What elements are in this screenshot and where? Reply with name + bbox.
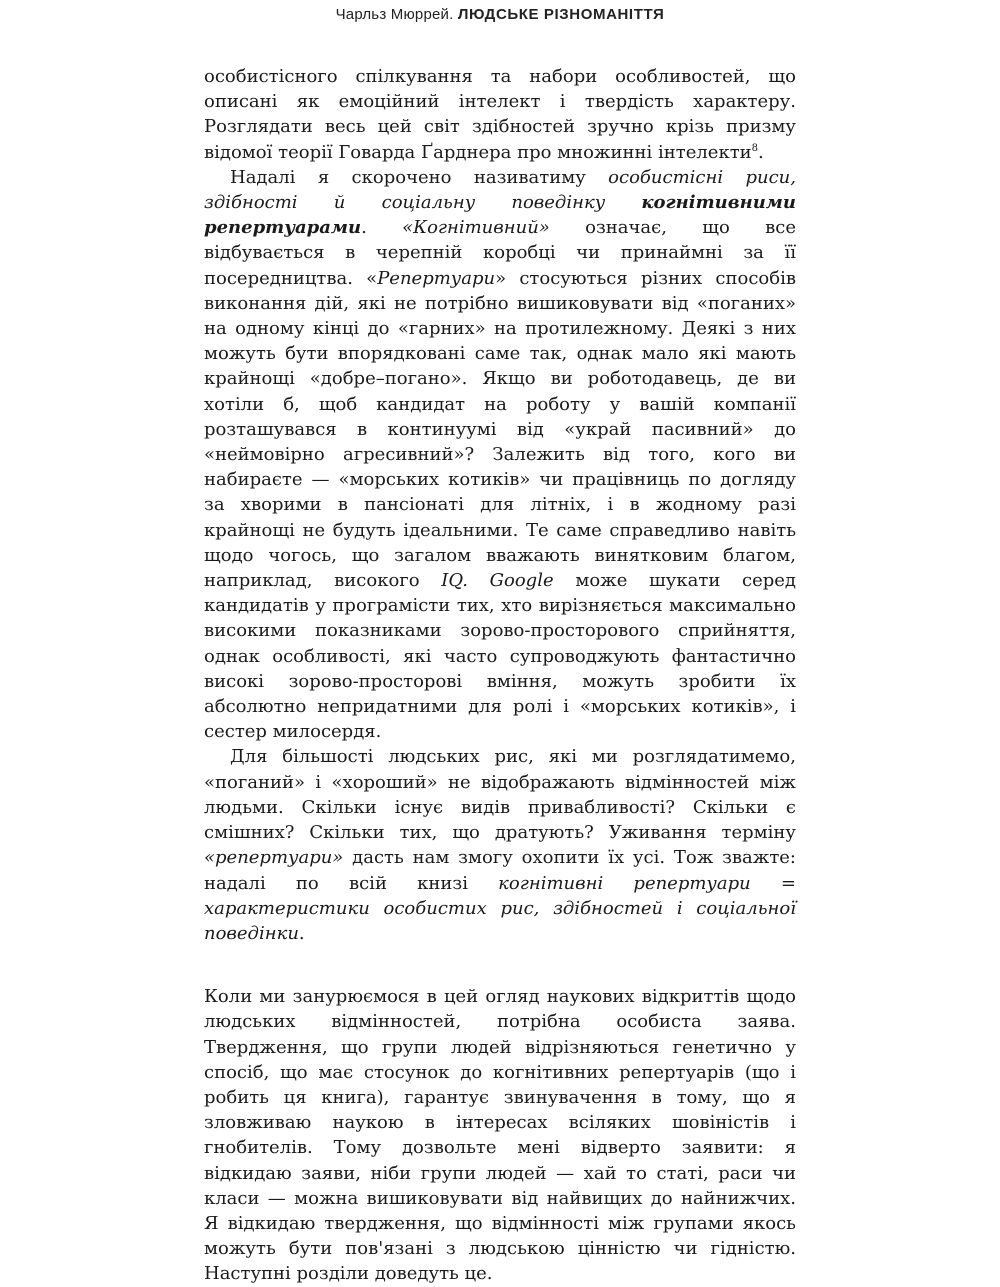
body-text: [204, 64, 796, 1287]
paragraph-2-text: може шукати серед кандидатів у програмісти тих, хто вирізняється максимально високими показниками зорово-просторового сприйняття, однак особливості, які часто супроводжують фантастично високі зорово-просторові вміння, можуть зробити їх абсолютно непридатними для ролі і «морських котиків», і сестер милосердя.: [204, 570, 796, 743]
header-title: ЛЮДСЬКЕ РІЗНОМАНІТТЯ: [457, 6, 665, 23]
paragraph-3: [204, 744, 796, 946]
running-head: [0, 6, 1000, 23]
paragraph-2-text: Надалі я скорочено називатиму: [230, 166, 609, 188]
emphasis-repertoires: Репертуари: [377, 267, 496, 289]
header-author: Чарльз Мюррей.: [335, 6, 454, 23]
paragraph-1: [204, 64, 796, 165]
term-cognitive-repertoires: когнітивними репертуарами: [204, 192, 796, 239]
paragraph-1-text: особистісного спілкування та набори особливостей, що описані як емоційний інтелект і твердість характеру. Розглядати весь цей світ здібностей зручно крізь призму відомої теорії Говарда Ґарднера про множинні інтелекти: [204, 66, 796, 163]
paragraph-2-text: означає, що все відбувається в черепній коробці чи принаймні за її посередництва. «: [204, 217, 796, 289]
emphasis-cognitive: «Когнітивний»: [402, 217, 550, 239]
paragraph-4: Коли ми занурюємося в цей огляд наукових відкриттів щодо людських відмінностей, потрібна особиста заява. Твердження, що групи людей відрізняються генетично у спосіб, що має стосунок до когнітивних репертуарів (що і робить ця книга), гарантує звинувачення в тому, що я зловживаю наукою в інтересах всіляких шовіністів і гнобителів. Тому дозвольте мені відверто заявити: я відкидаю заяви, ніби групи людей — хай то статі, раси чи класи — можна вишиковувати від найвищих до найнижчих. Я відкидаю твердження, що відмінності між групами якось можуть бути пов'язані з людською цінністю чи гідністю. Наступні розділи доведуть це.: [204, 986, 796, 1285]
emphasis-repertoires-term: «репертуари»: [204, 847, 344, 869]
section-break: [204, 946, 796, 984]
definition-statement: когнітивні репертуари = характеристики особистих рис, здібностей і соціальної поведінки: [204, 872, 797, 944]
paragraph-2-text: .: [361, 217, 403, 239]
emphasis-traits: особистісні риси, здібності й соціальну поведінку: [204, 166, 796, 214]
paragraph-2: [204, 165, 796, 745]
paragraph-3-text: дасть нам змогу охопити їх усі. Тож зважте: надалі по всій книзі: [204, 847, 796, 894]
footnote-ref[interactable]: 8: [751, 142, 759, 154]
paragraph-2-text: » стосуються різних способів виконання дій, які не потрібно вишиковувати від «поганих» на одному кінці до «гарних» на протилежному. Деякі з них можуть бути впорядковані саме так, однак мало які мають крайнощі «добре–погано». Якщо ви роботодавець, де ви хотіли б, щоб кандидат на роботу у вашій компанії розташувався в континуумі від «украй пасивний» до «неймовірно агресивний»? Залежить від того, кого ви набираєте — «морських котиків» чи працівниць по догляду за хворими в пансіонаті для літніх, і в жодному разі крайнощі не будуть ідеальними. Те саме справедливо навіть щодо чогось, що загалом вважають винятковим благом, наприклад, високого: [204, 267, 796, 592]
paragraph-3-text: Для більшості людських рис, які ми розглядатимемо, «поганий» і «хороший» не відображають відмінностей між людьми. Скільки існує видів привабливості? Скільки є смішних? Скільки тих, що дратують? Уживання терміну: [204, 746, 796, 844]
paragraph-3-text: .: [298, 922, 305, 944]
paragraph-1-end: .: [758, 141, 764, 163]
emphasis-iq-google: IQ. Google: [441, 570, 554, 592]
